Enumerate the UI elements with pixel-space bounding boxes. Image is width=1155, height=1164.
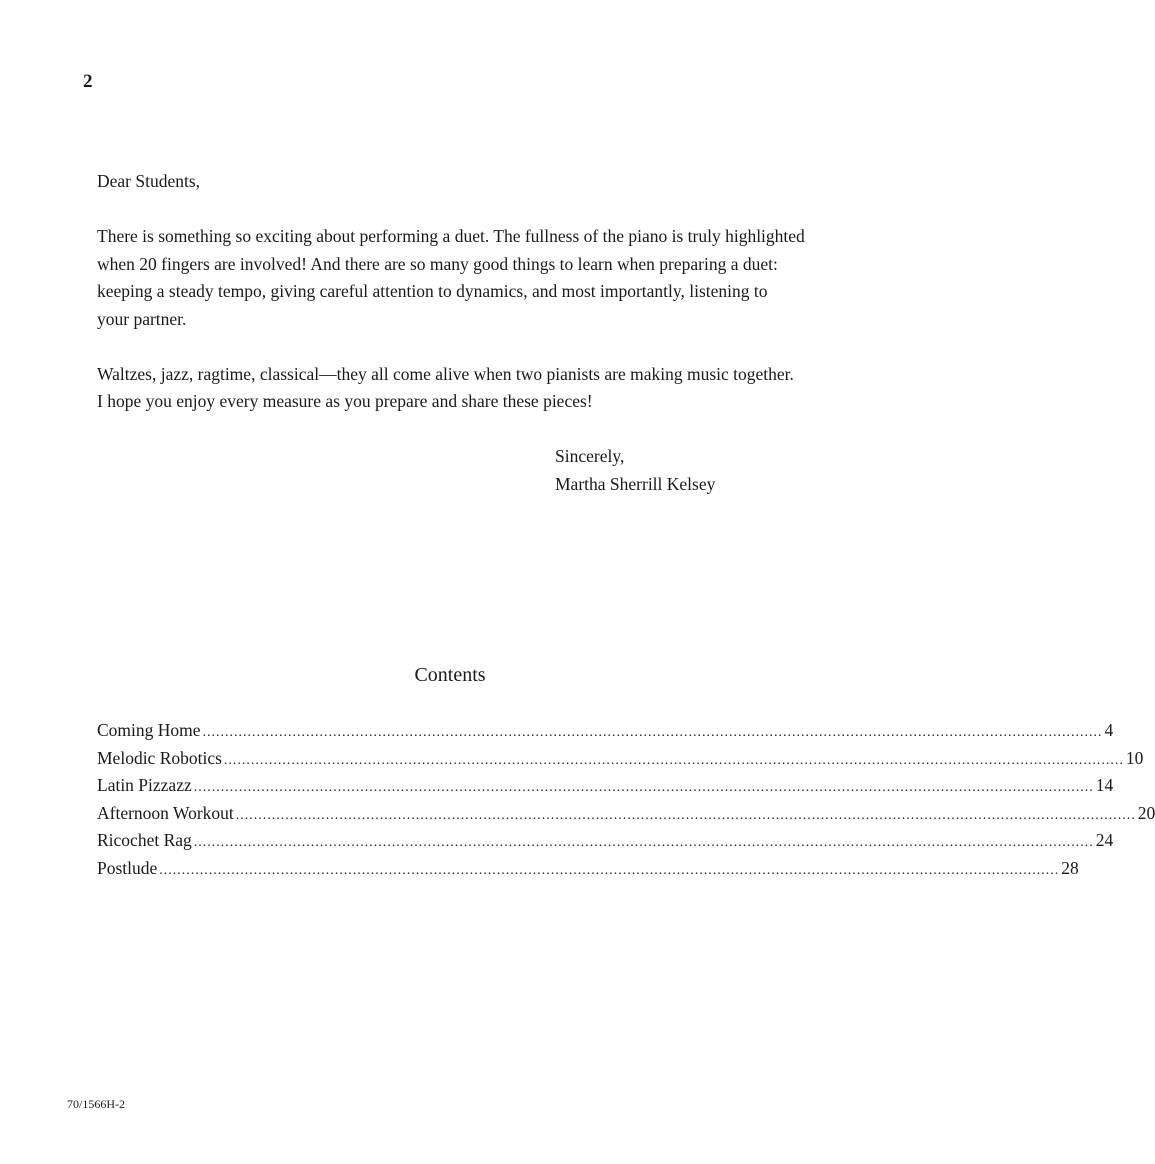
page-number: 2 <box>83 71 93 92</box>
contents-heading: Contents <box>414 664 486 686</box>
toc-leader-dots: ........................................................................................................................................................................................................ <box>193 835 1094 850</box>
toc-entry-page: 28 <box>1061 857 1079 878</box>
toc-leader-dots: ........................................................................................................................................................................................................ <box>235 807 1136 823</box>
toc-leader-dots: ........................................................................................................................................................................................................ <box>193 780 1094 795</box>
paragraph-line: when 20 fingers are involved! And there are so many good things to learn when preparing a duet: <box>97 253 778 274</box>
closing-word: Sincerely, <box>555 446 625 466</box>
letter-body <box>97 168 817 443</box>
toc-entry <box>97 855 1079 883</box>
toc-entry-title: Afternoon Workout <box>97 802 234 823</box>
toc-entry <box>97 827 1114 855</box>
salutation: Dear Students, <box>97 171 201 191</box>
paragraph-line: I hope you enjoy every measure as you prepare and share these pieces! <box>97 391 593 411</box>
toc-entry-title: Latin Pizzazz <box>97 775 192 795</box>
paragraph-line: keeping a steady tempo, giving careful attention to dynamics, and most importantly, listening to <box>97 281 768 301</box>
toc-entry-title: Melodic Robotics <box>97 747 222 768</box>
toc-entry-title: Postlude <box>97 857 158 878</box>
toc-entry-page: 14 <box>1095 775 1114 795</box>
toc-entry <box>97 800 1155 828</box>
letter-closing <box>555 443 715 498</box>
toc-leader-dots: ........................................................................................................................................................................................................ <box>223 752 1124 768</box>
toc-entry-page: 20 <box>1137 802 1155 823</box>
paragraph-line: Waltzes, jazz, ragtime, classical—they all come alive when two pianists are making music together. <box>97 363 794 384</box>
letter-paragraph-2 <box>97 361 817 416</box>
toc-leader-dots: ........................................................................................................................................................................................................ <box>202 725 1103 740</box>
paragraph-line: your partner. <box>97 308 187 329</box>
toc-entry <box>97 745 1144 773</box>
letter-paragraph-1 <box>97 223 817 333</box>
toc-entry-page: 24 <box>1095 830 1114 850</box>
toc-entry <box>97 717 1114 745</box>
toc-entry-title: Ricochet Rag <box>97 830 192 850</box>
toc-leader-dots: ........................................................................................................................................................................................................ <box>159 862 1060 878</box>
toc-entry-page: 4 <box>1104 720 1114 740</box>
toc-entry <box>97 772 1114 800</box>
signature-name: Martha Sherrill Kelsey <box>555 473 716 494</box>
toc-entry-title: Coming Home <box>97 720 201 740</box>
table-of-contents <box>97 717 1155 882</box>
paragraph-line: There is something so exciting about performing a duet. The fullness of the piano is truly highlighted <box>97 226 805 246</box>
toc-entry-page: 10 <box>1125 747 1144 768</box>
catalog-code: 70/1566H-2 <box>67 1097 125 1111</box>
